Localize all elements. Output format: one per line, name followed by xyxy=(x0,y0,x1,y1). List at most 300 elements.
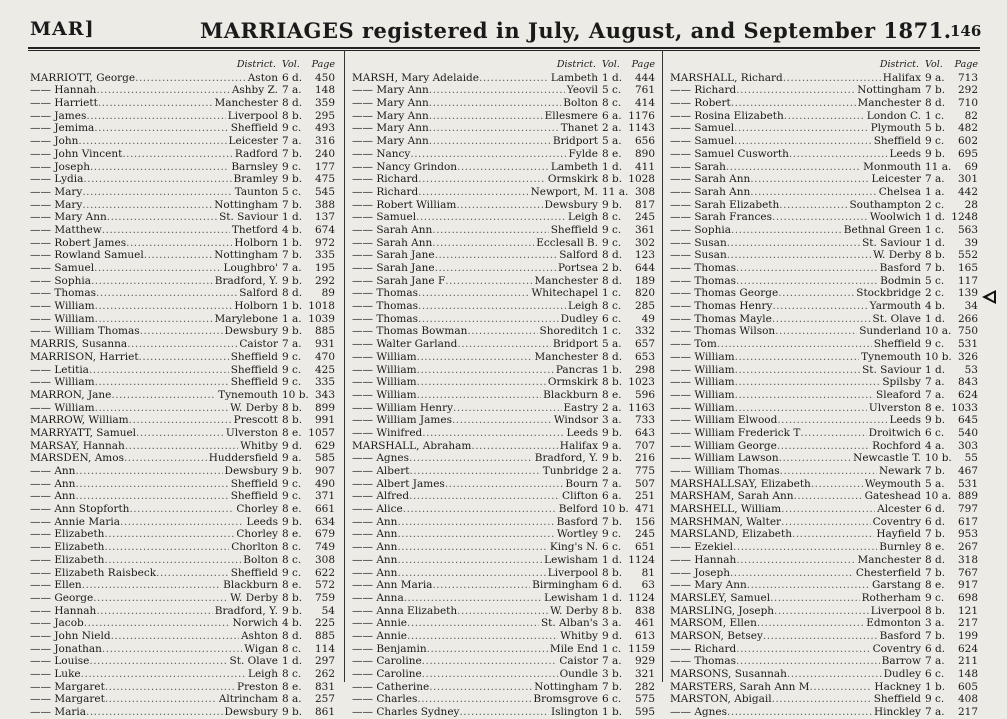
entry-page: 885 xyxy=(314,629,335,642)
register-entry xyxy=(352,693,655,706)
entry-volume: 9 c. xyxy=(925,338,945,351)
entry-name: —— Elizabeth ..... xyxy=(30,528,278,541)
entry-name: —— Ann Maria ..... xyxy=(352,579,598,592)
entry-volume: 9 b. xyxy=(282,274,303,287)
register-entry xyxy=(670,275,978,288)
entry-name: —— Robert ..... xyxy=(670,97,921,110)
entry-name: —— Joseph ..... xyxy=(670,567,921,580)
entry-district: Bethnal Green xyxy=(843,223,921,236)
entry-page: 262 xyxy=(314,668,335,680)
entry-page: 414 xyxy=(634,97,655,110)
entry-name: —— Richard ..... xyxy=(352,173,598,186)
entry-name: —— Hannah ..... xyxy=(30,84,278,97)
register-column-2 xyxy=(352,59,655,719)
entry-volume: 8 c. xyxy=(602,211,622,224)
entry-volume: 4 b. xyxy=(282,617,303,630)
entry-page: 177 xyxy=(314,160,335,173)
entry-page: 838 xyxy=(634,604,655,617)
register-entry xyxy=(30,262,335,275)
register-entry xyxy=(670,440,978,453)
entry-volume: 1 d. xyxy=(925,363,946,376)
entry-page: 602 xyxy=(957,135,978,148)
entry-district: Dewsbury xyxy=(224,465,278,477)
entry-page: 493 xyxy=(314,122,335,135)
register-entry xyxy=(670,402,978,415)
register-entry xyxy=(670,224,978,237)
entry-name: —— Mary Ann ..... xyxy=(352,110,598,123)
entry-page: 482 xyxy=(957,122,978,135)
register-entry xyxy=(352,567,655,580)
entry-district: Ormskirk xyxy=(547,376,598,389)
register-entry xyxy=(30,440,335,453)
register-entry xyxy=(30,490,335,503)
register-entry xyxy=(30,414,335,427)
register-entry xyxy=(30,617,335,630)
register-entry xyxy=(352,478,655,491)
entry-volume: 2 a. xyxy=(602,465,622,477)
page-heading: Page xyxy=(631,59,655,70)
entry-district: Garstang xyxy=(871,579,921,592)
entry-name: —— Sarah Jane F ..... xyxy=(352,275,598,288)
entry-district: St. Saviour xyxy=(862,363,921,376)
entry-name: MARSOM, Ellen ..... xyxy=(670,617,921,630)
entry-page: 531 xyxy=(957,338,978,351)
register-entry xyxy=(670,173,978,186)
register-entry xyxy=(670,516,978,529)
register-entry xyxy=(670,503,978,516)
register-entry xyxy=(670,490,978,503)
entry-volume: 9 c. xyxy=(282,363,302,376)
entry-district: Alcester xyxy=(877,503,921,516)
register-entry xyxy=(352,186,655,199)
entry-volume: 8 d. xyxy=(602,249,623,262)
entry-name: MARSLEY, Samuel ..... xyxy=(670,592,921,605)
entry-page: 575 xyxy=(634,693,655,706)
entry-name: —— Anna ..... xyxy=(352,592,598,605)
entry-volume: 4 b. xyxy=(282,223,303,236)
entry-volume: 8 e. xyxy=(925,401,945,414)
entry-name-cell xyxy=(670,148,921,161)
register-entry xyxy=(352,313,655,326)
entry-volume: 7 a. xyxy=(282,338,302,351)
entry-page: 759 xyxy=(314,591,335,604)
entry-volume: 7 a. xyxy=(925,173,945,186)
entry-district: Bradford, Y. xyxy=(214,274,278,287)
entry-name: —— Samuel Cusworth ..... xyxy=(670,148,921,161)
register-entry xyxy=(352,224,655,237)
entry-name: —— Robert James ..... xyxy=(30,237,278,250)
entry-volume: 8 e. xyxy=(282,426,302,439)
entry-name-cell xyxy=(670,414,921,427)
entry-page: 225 xyxy=(314,617,335,630)
register-entry xyxy=(670,693,978,706)
entry-name: —— William Thomas ..... xyxy=(30,325,278,338)
register-entry xyxy=(30,300,335,313)
entry-page: 605 xyxy=(957,680,978,693)
entry-name: —— William ..... xyxy=(352,376,598,389)
register-entry xyxy=(352,338,655,351)
register-entry xyxy=(352,376,655,389)
entry-name: —— Ellen ..... xyxy=(30,579,278,592)
entry-page: 318 xyxy=(957,553,978,566)
entry-page: 292 xyxy=(314,274,335,287)
entry-page: 661 xyxy=(314,503,335,516)
register-entry xyxy=(352,389,655,402)
entry-page: 643 xyxy=(634,426,655,439)
entry-page: 444 xyxy=(634,71,655,84)
entry-page: 1159 xyxy=(628,642,655,655)
register-entry xyxy=(30,148,335,161)
register-entry xyxy=(670,376,978,389)
entry-volume: 1 c. xyxy=(602,325,622,338)
entry-name: —— John Vincent ..... xyxy=(30,148,278,161)
entry-district: Basford xyxy=(556,515,598,528)
entry-page: 585 xyxy=(314,452,335,465)
entry-name: —— Annie ..... xyxy=(352,630,598,643)
register-entry xyxy=(670,287,978,300)
entry-district: Newport, M. xyxy=(530,185,598,198)
entry-district: Leeds xyxy=(889,414,921,427)
register-entry xyxy=(670,72,978,85)
entry-name: —— William ..... xyxy=(352,364,598,377)
entry-page: 552 xyxy=(957,249,978,262)
entry-volume: 5 a. xyxy=(925,477,945,490)
entry-district: Leicester xyxy=(228,135,278,148)
entry-page: 843 xyxy=(957,376,978,389)
entry-volume: 2 a. xyxy=(602,122,622,135)
entry-district: Newark xyxy=(878,465,921,477)
entry-district: Huddersfield xyxy=(208,452,278,465)
register-entry xyxy=(30,173,335,186)
register-entry xyxy=(670,478,978,491)
entry-district: Whitby xyxy=(240,439,278,452)
entry-page: 1124 xyxy=(628,553,655,566)
entry-district: W. Derby xyxy=(230,401,278,414)
entry-district: Bolton xyxy=(563,97,598,110)
entry-district: London C. xyxy=(866,109,921,122)
entry-district: Chelsea xyxy=(878,185,921,198)
register-entry xyxy=(670,84,978,97)
entry-district: Spilsby xyxy=(882,376,921,389)
entry-name: —— Sarah Frances ..... xyxy=(670,211,921,224)
register-entry xyxy=(30,693,335,706)
entry-page: 326 xyxy=(957,350,978,363)
register-entry xyxy=(352,148,655,161)
register-entry xyxy=(352,440,655,453)
entry-district: St. Olave xyxy=(872,312,921,325)
entry-volume: 1 d. xyxy=(925,312,946,325)
entry-district: Nottingham xyxy=(857,84,921,97)
register-entry xyxy=(670,567,978,580)
entry-volume: 2 a. xyxy=(602,401,622,414)
entry-name: —— Richard ..... xyxy=(670,84,921,97)
entry-page: 885 xyxy=(314,325,335,338)
entry-district: Ashton xyxy=(240,629,278,642)
entry-name: —— Caroline ..... xyxy=(352,668,598,681)
entry-page: 991 xyxy=(314,414,335,427)
entry-page: 890 xyxy=(634,147,655,160)
entry-volume: 8 b. xyxy=(925,249,946,262)
entry-district: Gateshead xyxy=(864,490,921,503)
entry-page: 211 xyxy=(957,655,978,668)
entry-volume: 8 b. xyxy=(602,173,623,186)
entry-volume: 10 b. xyxy=(602,503,629,516)
entry-page: 1018 xyxy=(308,300,335,313)
entry-name: —— William George ..... xyxy=(670,440,921,453)
register-entry xyxy=(670,427,978,440)
entry-name: —— Walter Garland ..... xyxy=(352,338,598,351)
register-entry xyxy=(30,427,335,440)
register-entry xyxy=(352,173,655,186)
entry-volume: 3 b. xyxy=(602,668,623,680)
entry-district: Caistor xyxy=(559,655,598,668)
entry-page: 298 xyxy=(634,363,655,376)
entry-name: —— James ..... xyxy=(30,110,278,123)
entry-name: —— Rosina Elizabeth ..... xyxy=(670,110,921,123)
register-entry xyxy=(30,528,335,541)
entry-volume: 8 b. xyxy=(282,401,303,414)
register-entry xyxy=(352,161,655,174)
entry-page: 698 xyxy=(957,591,978,604)
entry-district: Bramley xyxy=(233,173,278,186)
entry-name: —— Samuel ..... xyxy=(352,211,598,224)
entry-volume: 6 a. xyxy=(602,109,622,122)
entry-district: Liverpool xyxy=(870,604,921,617)
entry-name: —— William ..... xyxy=(352,389,598,402)
entry-volume: 10 a. xyxy=(925,490,952,503)
entry-district: Leeds xyxy=(246,515,278,528)
entry-name: —— Ann ..... xyxy=(352,541,598,554)
district-heading: District. xyxy=(879,59,919,70)
pointer-arrow-inner xyxy=(987,293,994,301)
column-divider xyxy=(662,50,663,682)
register-entry xyxy=(30,249,335,262)
entry-volume: 8 e. xyxy=(282,579,302,592)
entry-district: Barnsley xyxy=(231,160,278,173)
register-entry xyxy=(670,465,978,478)
entry-page: 1176 xyxy=(628,109,655,122)
entry-volume: 1 d. xyxy=(925,236,946,249)
entry-district: Hackney xyxy=(874,680,921,693)
register-entry xyxy=(670,364,978,377)
entry-district: Chorlton xyxy=(231,541,278,554)
entry-district: Windsor xyxy=(553,414,598,427)
register-entry xyxy=(352,579,655,592)
entry-volume: 9 b. xyxy=(282,465,303,477)
entry-district: Lewisham xyxy=(544,591,598,604)
entry-name: —— Mary Ann ..... xyxy=(352,84,598,97)
entry-name: —— Sarah Jane ..... xyxy=(352,262,598,275)
entry-name: —— John Nield ..... xyxy=(30,630,278,643)
entry-district: Sheffield xyxy=(550,223,598,236)
entry-volume: 9 c. xyxy=(282,566,302,579)
entry-volume: 9 c. xyxy=(602,223,622,236)
entry-page: 899 xyxy=(314,401,335,414)
entry-district: Shoreditch xyxy=(539,325,598,338)
register-entry xyxy=(352,554,655,567)
entry-name: —— Letitia ..... xyxy=(30,364,278,377)
entry-district: Leeds xyxy=(889,147,921,160)
entry-name: —— Ann ..... xyxy=(352,554,598,567)
entry-page: 1057 xyxy=(308,426,335,439)
entry-district: Basford xyxy=(879,262,921,274)
entry-name: —— Hannah ..... xyxy=(30,605,278,618)
entry-volume: 9 b. xyxy=(925,147,946,160)
register-entry xyxy=(352,110,655,123)
entry-volume: 9 b. xyxy=(602,452,623,465)
register-entry xyxy=(352,97,655,110)
register-entry xyxy=(352,617,655,630)
entry-page: 371 xyxy=(314,490,335,503)
entry-volume: 7 a. xyxy=(282,135,302,148)
entry-page: 82 xyxy=(964,109,978,122)
entry-name: —— William ..... xyxy=(670,402,921,415)
entry-volume: 10 b. xyxy=(925,452,952,465)
entry-district: Manchester xyxy=(534,350,598,363)
entry-volume: 7 a. xyxy=(925,655,945,668)
entry-district: Tynemouth xyxy=(218,388,278,401)
entry-name: —— William James ..... xyxy=(352,414,598,427)
entry-name: —— Joseph ..... xyxy=(30,161,278,174)
register-entry xyxy=(30,325,335,338)
entry-name: —— Thomas ..... xyxy=(352,287,598,300)
register-entry xyxy=(30,338,335,351)
entry-district: Sheffield xyxy=(230,376,278,389)
entry-page: 889 xyxy=(957,490,978,503)
entry-district: Taunton xyxy=(234,185,278,198)
entry-volume: 7 b. xyxy=(602,680,623,693)
entry-name: —— Thomas ..... xyxy=(670,655,921,668)
entry-name: —— Caroline ..... xyxy=(352,655,598,668)
entry-page: 750 xyxy=(957,325,978,338)
register-entry xyxy=(30,592,335,605)
register-entry xyxy=(670,592,978,605)
entry-page: 302 xyxy=(634,236,655,249)
entry-volume: 1 d. xyxy=(602,71,623,84)
entry-district: Bromsgrove xyxy=(533,693,598,706)
entry-district: Dewsbury xyxy=(544,198,598,211)
register-entry xyxy=(670,579,978,592)
entry-volume: 9 d. xyxy=(602,629,623,642)
entry-name: —— Ann ..... xyxy=(352,528,598,541)
entry-page: 297 xyxy=(314,655,335,668)
entry-page: 267 xyxy=(957,541,978,554)
register-entry xyxy=(352,681,655,694)
entry-name: MARRYATT, Samuel ..... xyxy=(30,427,278,440)
entry-volume: 4 b. xyxy=(925,300,946,313)
register-entry xyxy=(30,668,335,681)
page-title: MARRIAGES registered in July, August, and September 1871. xyxy=(200,18,952,43)
entry-district: Coventry xyxy=(872,642,921,655)
entry-page: 332 xyxy=(634,325,655,338)
volume-heading: Vol. xyxy=(602,59,620,70)
entry-name: —— Thomas Mayle ..... xyxy=(670,313,921,326)
entry-volume: 7 b. xyxy=(925,528,946,541)
entry-district: Ulverston xyxy=(868,401,921,414)
volume-heading: Vol. xyxy=(282,59,300,70)
entry-page: 710 xyxy=(957,97,978,110)
entry-district: Loughbro' xyxy=(223,262,278,274)
entry-page: 55 xyxy=(964,452,978,465)
register-entry xyxy=(30,224,335,237)
register-entry xyxy=(352,630,655,643)
register-entry xyxy=(352,249,655,262)
entry-volume: 10 a. xyxy=(925,325,952,338)
register-entry xyxy=(352,300,655,313)
entry-page: 617 xyxy=(957,515,978,528)
register-entry xyxy=(30,579,335,592)
register-entry xyxy=(670,528,978,541)
register-entry xyxy=(352,84,655,97)
entry-district: Ulverston xyxy=(225,426,278,439)
entry-volume: 1 b. xyxy=(282,300,303,313)
entry-name: MARSHELL, William ..... xyxy=(670,503,921,516)
entry-volume: 8 b. xyxy=(925,604,946,617)
entry-name-cell xyxy=(352,427,598,440)
register-entry xyxy=(30,706,335,719)
entry-name: —— Sarah Ann ..... xyxy=(670,186,921,199)
entry-district: Sheffield xyxy=(873,693,921,706)
entry-page: 1143 xyxy=(628,122,655,135)
entry-district: Marylebone xyxy=(214,312,278,325)
register-entry xyxy=(352,516,655,529)
register-entry xyxy=(352,402,655,415)
entry-volume: 7 a. xyxy=(602,477,622,490)
entry-district: Blackburn xyxy=(223,579,278,592)
entry-volume: 7 a. xyxy=(925,388,945,401)
entry-district: Burnley xyxy=(879,541,921,554)
entry-volume: 1 c. xyxy=(925,109,945,122)
entry-district: Manchester xyxy=(534,274,598,287)
entry-page: 907 xyxy=(314,465,335,477)
entry-volume: 8 d. xyxy=(602,350,623,363)
register-entry xyxy=(352,199,655,212)
entry-page: 148 xyxy=(957,668,978,680)
register-entry xyxy=(352,325,655,338)
entry-district: Ashby Z. xyxy=(231,84,278,97)
register-entry xyxy=(352,592,655,605)
entry-volume: 8 a. xyxy=(282,693,302,706)
entry-district: W. Derby xyxy=(873,249,921,262)
entry-volume: 9 c. xyxy=(925,591,945,604)
entry-district: Halifax xyxy=(559,439,598,452)
entry-name: —— Richard ..... xyxy=(352,186,598,199)
entry-district: Manchester xyxy=(214,97,278,110)
register-entry xyxy=(670,655,978,668)
entry-page: 450 xyxy=(314,71,335,84)
entry-page: 137 xyxy=(314,211,335,224)
register-entry xyxy=(670,643,978,656)
entry-name: —— Elizabeth Raisbeck ..... xyxy=(30,567,278,580)
entry-name: —— Hannah ..... xyxy=(670,554,921,567)
header-rule xyxy=(28,47,980,49)
entry-name: —— Ann ..... xyxy=(352,567,598,580)
entry-district: Sheffield xyxy=(873,338,921,351)
entry-volume: 6 a. xyxy=(602,490,622,503)
entry-page: 217 xyxy=(957,706,978,719)
register-entry xyxy=(352,211,655,224)
entry-district: Plymouth xyxy=(870,122,921,135)
entry-district: Sheffield xyxy=(230,363,278,376)
entry-volume: 6 c. xyxy=(925,426,945,439)
register-column-3 xyxy=(670,59,978,719)
entry-page: 972 xyxy=(314,236,335,249)
entry-district: Thanet xyxy=(560,122,598,135)
register-entry xyxy=(670,617,978,630)
entry-name: —— Ann ..... xyxy=(30,478,278,491)
entry-district: Aston xyxy=(247,71,278,84)
entry-volume: 5 a. xyxy=(602,135,622,148)
